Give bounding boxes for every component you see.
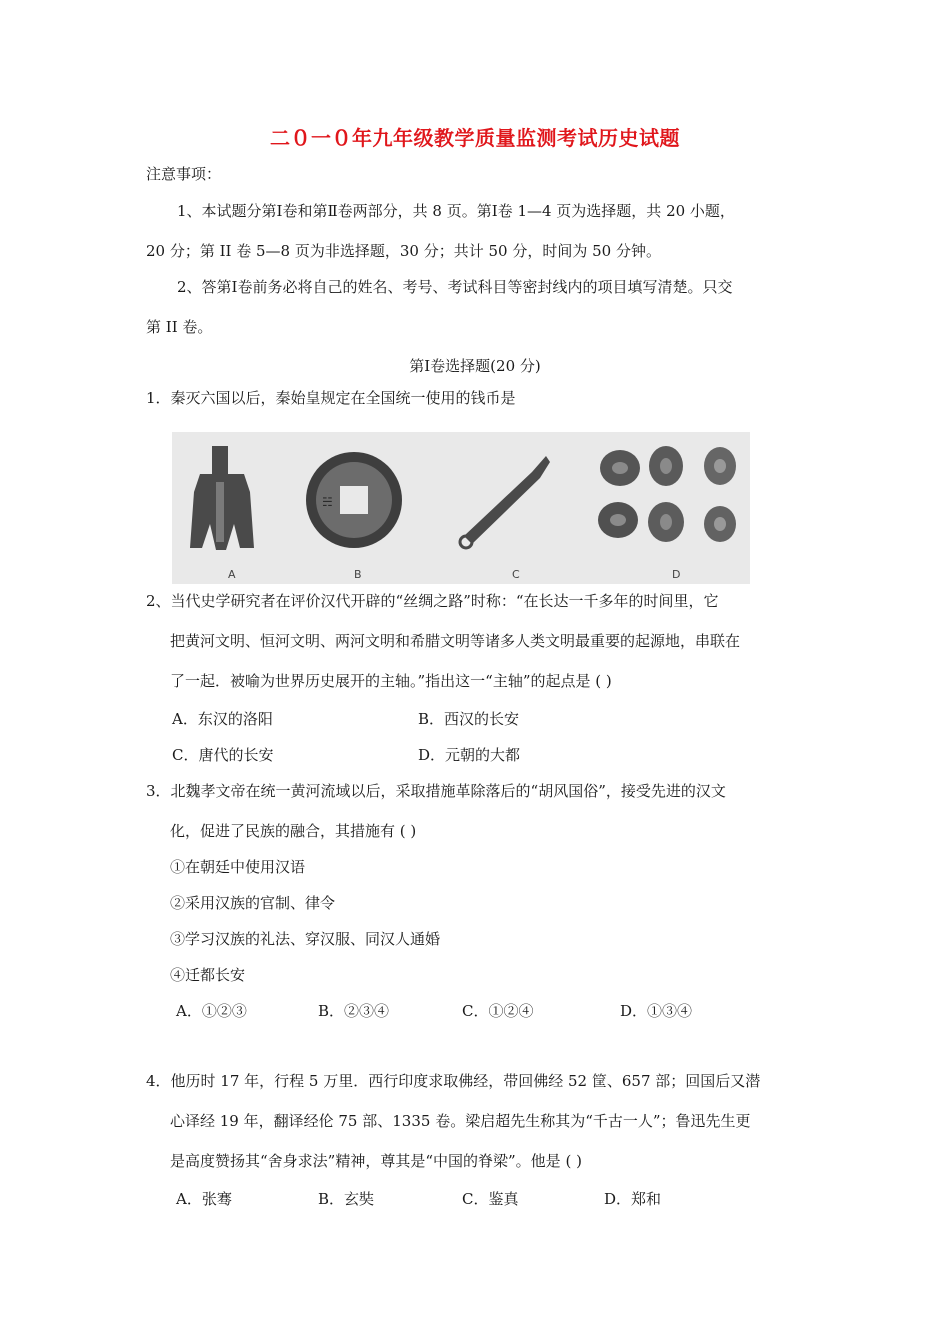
- coin-image-panel: [172, 432, 750, 584]
- notice-item-2-line-1: 2、答第Ⅰ卷前务必将自己的姓名、考号、考试科目等密封线内的项目填写清楚。只交: [177, 278, 733, 296]
- coin-label-c: C: [512, 568, 520, 581]
- question-4-option-d: D．郑和: [604, 1190, 662, 1208]
- ant-nose-coins-icon: [598, 446, 736, 542]
- coin-label-a: A: [228, 568, 236, 581]
- round-square-hole-coin-icon: [306, 452, 402, 548]
- question-3-item-3: ③学习汉族的礼法、穿汉服、同汉人通婚: [170, 930, 441, 948]
- notice-item-2-line-2: 第 II 卷。: [146, 318, 213, 336]
- question-4-option-b: B．玄奘: [318, 1190, 375, 1208]
- coin-label-b: B: [354, 568, 362, 581]
- question-3-item-1: ①在朝廷中使用汉语: [170, 858, 306, 876]
- question-4-option-a: A．张骞: [176, 1190, 232, 1208]
- exam-title: 二０一０年九年级教学质量监测考试历史试题: [270, 126, 680, 150]
- question-3-option-b: B．②③④: [318, 1002, 390, 1020]
- notice-heading: 注意事项：: [146, 165, 222, 183]
- question-4-line-2: 心译经 19 年，翻译经伦 75 部、1335 卷。梁启超先生称其为“千古一人”；鲁迅先生更: [170, 1112, 751, 1130]
- question-1-stem: 1．秦灭六国以后，秦始皇规定在全国统一使用的钱币是: [146, 389, 516, 407]
- question-2-option-d: D．元朝的大都: [418, 746, 521, 764]
- coin-label-d: D: [672, 568, 681, 581]
- question-3-option-d: D．①③④: [620, 1002, 693, 1020]
- question-2-option-c: C．唐代的长安: [172, 746, 274, 764]
- question-4-option-c: C．鉴真: [462, 1190, 519, 1208]
- spade-coin-icon: [190, 446, 254, 550]
- question-4-line-3: 是高度赞扬其“舍身求法”精神，尊其是“中国的脊梁”。他是 ( ): [170, 1152, 582, 1170]
- question-2-line-2: 把黄河文明、恒河文明、两河文明和希腊文明等诸多人类文明最重要的起源地，串联在: [170, 632, 741, 650]
- section-heading: 第Ⅰ卷选择题(20 分): [409, 357, 541, 375]
- question-2-option-b: B．西汉的长安: [418, 710, 520, 728]
- question-2-option-a: A．东汉的洛阳: [172, 710, 273, 728]
- question-3-item-2: ②采用汉族的官制、律令: [170, 894, 336, 912]
- question-2-line-1: 2、当代史学研究者在评价汉代开辟的“丝绸之路”时称：“在长达一千多年的时间里，它: [146, 592, 719, 610]
- question-3-line-1: 3．北魏孝文帝在统一黄河流域以后，采取措施革除落后的“胡风国俗”，接受先进的汉文: [146, 782, 726, 800]
- knife-coin-icon: [460, 456, 550, 548]
- question-3-option-a: A．①②③: [176, 1002, 247, 1020]
- notice-item-1-line-2: 20 分；第 II 卷 5—8 页为非选择题，30 分；共计 50 分，时间为 50 分钟。: [146, 242, 661, 260]
- svg-text:☵: ☵: [322, 495, 333, 509]
- question-4-line-1: 4．他历时 17 年，行程 5 万里．西行印度求取佛经，带回佛经 52 筐、657 部；回国后又潜: [146, 1072, 761, 1090]
- notice-item-1-line-1: 1、本试题分第Ⅰ卷和第Ⅱ卷两部分，共 8 页。第Ⅰ卷 1—4 页为选择题，共 20 小题，: [177, 202, 735, 220]
- question-3-line-2: 化，促进了民族的融合，其措施有 ( ): [170, 822, 417, 840]
- question-3-item-4: ④迁都长安: [170, 966, 246, 984]
- question-3-option-c: C．①②④: [462, 1002, 534, 1020]
- question-2-line-3: 了一起．被喻为世界历史展开的主轴。”指出这一“主轴”的起点是 ( ): [170, 672, 612, 690]
